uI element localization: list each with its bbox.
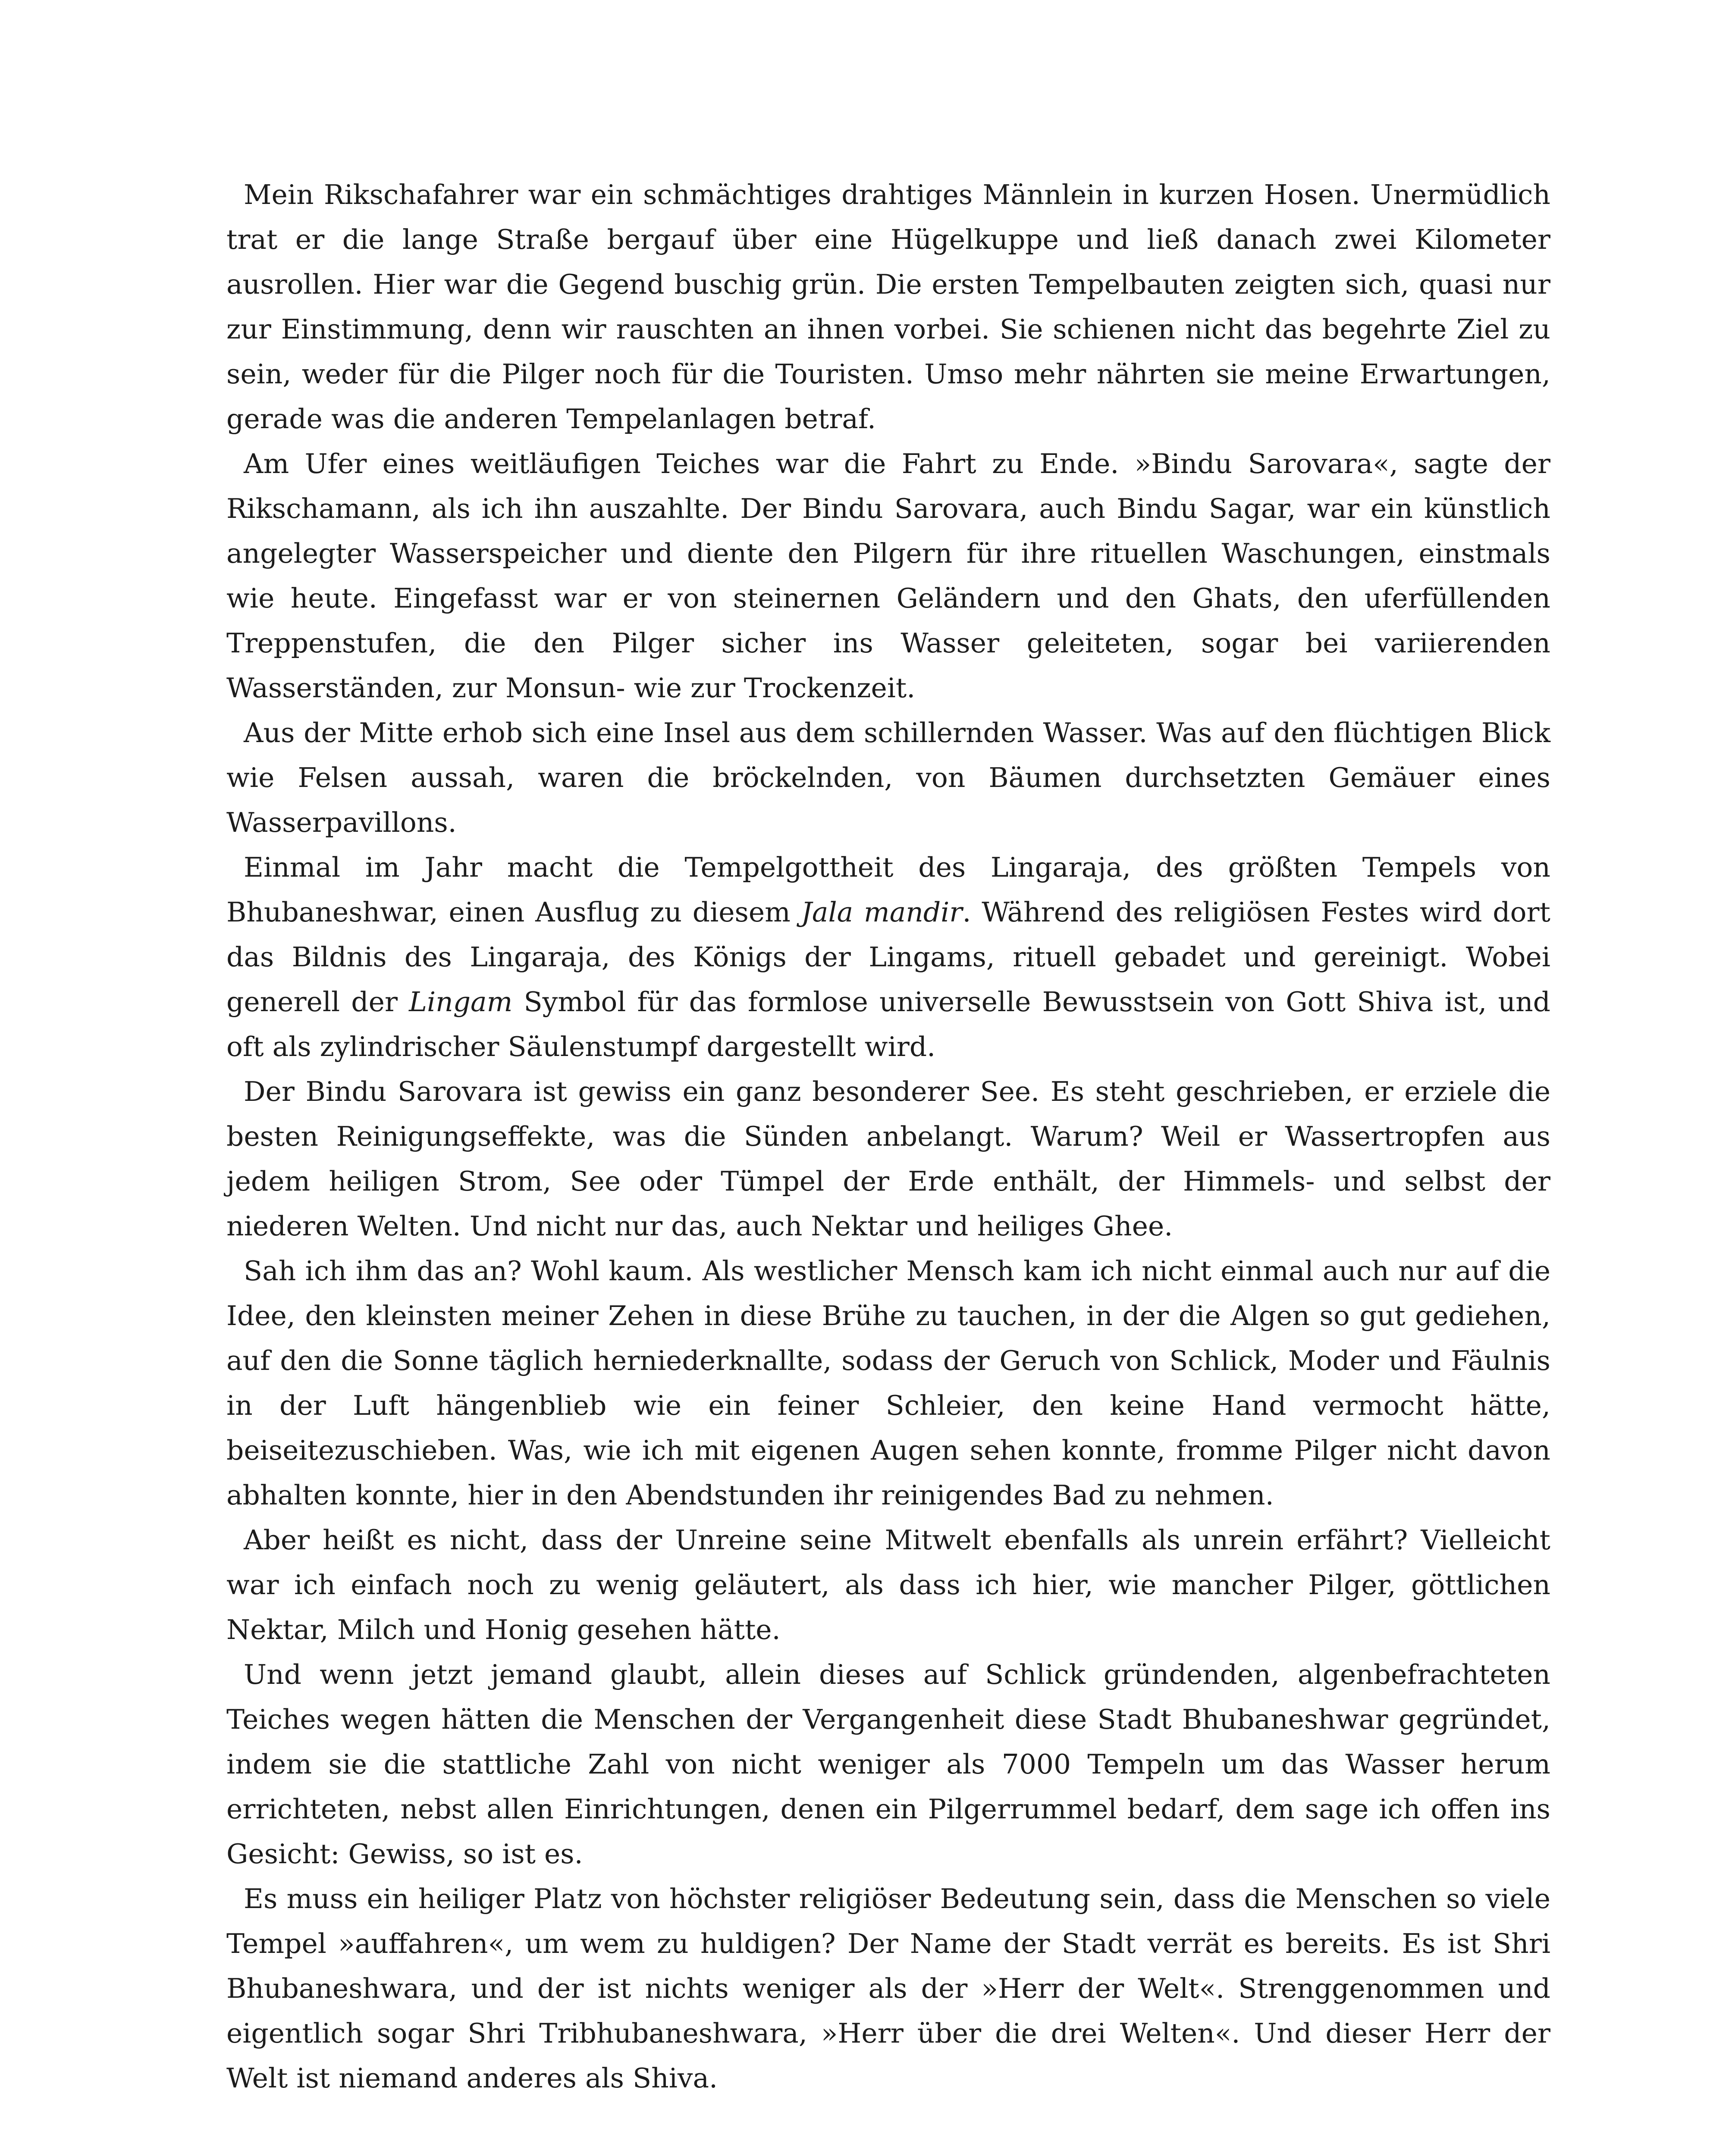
body-text <box>226 172 1550 2101</box>
paragraph <box>226 1652 1550 1877</box>
text-run: . Während des religiösen Festes wird dort das Bildnis des Lingaraja, des Königs der Lingams, rituell gebadet und gereinigt. Wobei generell der <box>226 896 1550 1018</box>
text-run: Sah ich ihm das an? Wohl kaum. Als westlicher Mensch kam ich nicht einmal auch nur auf die Idee, den kleinsten meiner Zehen in diese Brühe zu tauchen, in der die Algen so gut gediehen, auf den die Sonne täglich herniederknallte, sodass der Geruch von Schlick, Moder und Fäulnis in der Luft hängenblieb wie ein feiner Schleier, den keine Hand vermocht hätte, beiseitezuschieben. Was, wie ich mit eigenen Augen sehen konnte, fromme Pilger nicht davon abhalten konnte, hier in den Abendstunden ihr reinigendes Bad zu nehmen. <box>226 1255 1550 1511</box>
text-run: Mein Rikschafahrer war ein schmächtiges drahtiges Männlein in kurzen Hosen. Unermüdlich trat er die lange Straße bergauf über eine Hügelkuppe und ließ danach zwei Kilometer ausrollen. Hier war die Gegend buschig grün. Die ersten Tempelbauten zeigten sich, quasi nur zur Einstimmung, denn wir rauschten an ihnen vorbei. Sie schienen nicht das begehrte Ziel zu sein, weder für die Pilger noch für die Touristen. Umso mehr nährten sie meine Erwartungen, gerade was die anderen Tempelanlagen betraf. <box>226 179 1550 435</box>
text-run: Symbol für das formlose universelle Bewusstsein von Gott Shiva ist, und oft als zylindrischer Säulenstumpf dargestellt wird. <box>226 986 1550 1062</box>
text-run: Aber heißt es nicht, dass der Unreine seine Mitwelt ebenfalls als unrein erfährt? Vielleicht war ich einfach noch zu wenig geläutert, als dass ich hier, wie mancher Pilger, göttlichen Nektar, Milch und Honig gesehen hätte. <box>226 1524 1550 1645</box>
text-run: Es muss ein heiliger Platz von höchster religiöser Bedeutung sein, dass die Menschen so viele Tempel »auffahren«, um wem zu huldigen? Der Name der Stadt verrät es bereits. Es ist Shri Bhubaneshwara, und der ist nichts weniger als der »Herr der Welt«. Strenggenommen und eigentlich sogar Shri Tribhubaneshwara, »Herr über die drei Welten«. Und dieser Herr der Welt ist niemand anderes als Shiva. <box>226 1883 1550 2094</box>
text-run: Der Bindu Sarovara ist gewiss ein ganz besonderer See. Es steht geschrieben, er erziele die besten Reinigungseffekte, was die Sünden anbelangt. Warum? Weil er Wassertropfen aus jedem heiligen Strom, See oder Tümpel der Erde enthält, der Himmels- und selbst der niederen Welten. Und nicht nur das, auch Nektar und heiliges Ghee. <box>226 1076 1550 1242</box>
text-run: Am Ufer eines weitläufigen Teiches war die Fahrt zu Ende. »Bindu Sarovara«, sagte der Rikschamann, als ich ihn auszahlte. Der Bindu Sarovara, auch Bindu Sagar, war ein künstlich angelegter Wasserspeicher und diente den Pilgern für ihre rituellen Waschungen, einstmals wie heute. Eingefasst war er von steinernen Geländern und den Ghats, den uferfüllenden Treppenstufen, die den Pilger sicher ins Wasser geleiteten, sogar bei variierenden Wasserständen, zur Monsun- wie zur Trockenzeit. <box>226 448 1550 704</box>
paragraph <box>226 1518 1550 1652</box>
text-run: Aus der Mitte erhob sich eine Insel aus dem schillernden Wasser. Was auf den flüchtigen Blick wie Felsen aussah, waren die bröckelnden, von Bäumen durchsetzten Gemäuer eines Wasserpavillons. <box>226 717 1550 838</box>
paragraph <box>226 1249 1550 1518</box>
italic-term: Jala mandir <box>801 896 963 928</box>
paragraph <box>226 442 1550 711</box>
text-run: Einmal im Jahr macht die Tempelgottheit des Lingaraja, des größten Tempels von Bhubaneshwar, einen Ausflug zu diesem <box>226 852 1550 928</box>
paragraph <box>226 845 1550 1069</box>
paragraph <box>226 172 1550 442</box>
paragraph <box>226 711 1550 845</box>
italic-term: Lingam <box>409 986 513 1018</box>
paragraph <box>226 1069 1550 1249</box>
paragraph <box>226 1877 1550 2101</box>
text-run: Und wenn jetzt jemand glaubt, allein dieses auf Schlick gründenden, algenbefrachteten Teiches wegen hätten die Menschen der Vergangenheit diese Stadt Bhubaneshwar gegründet, indem sie die stattliche Zahl von nicht weniger als 7000 Tempeln um das Wasser herum errichteten, nebst allen Einrichtungen, denen ein Pilgerrummel bedarf, dem sage ich offen ins Gesicht: Gewiss, so ist es. <box>226 1659 1550 1870</box>
